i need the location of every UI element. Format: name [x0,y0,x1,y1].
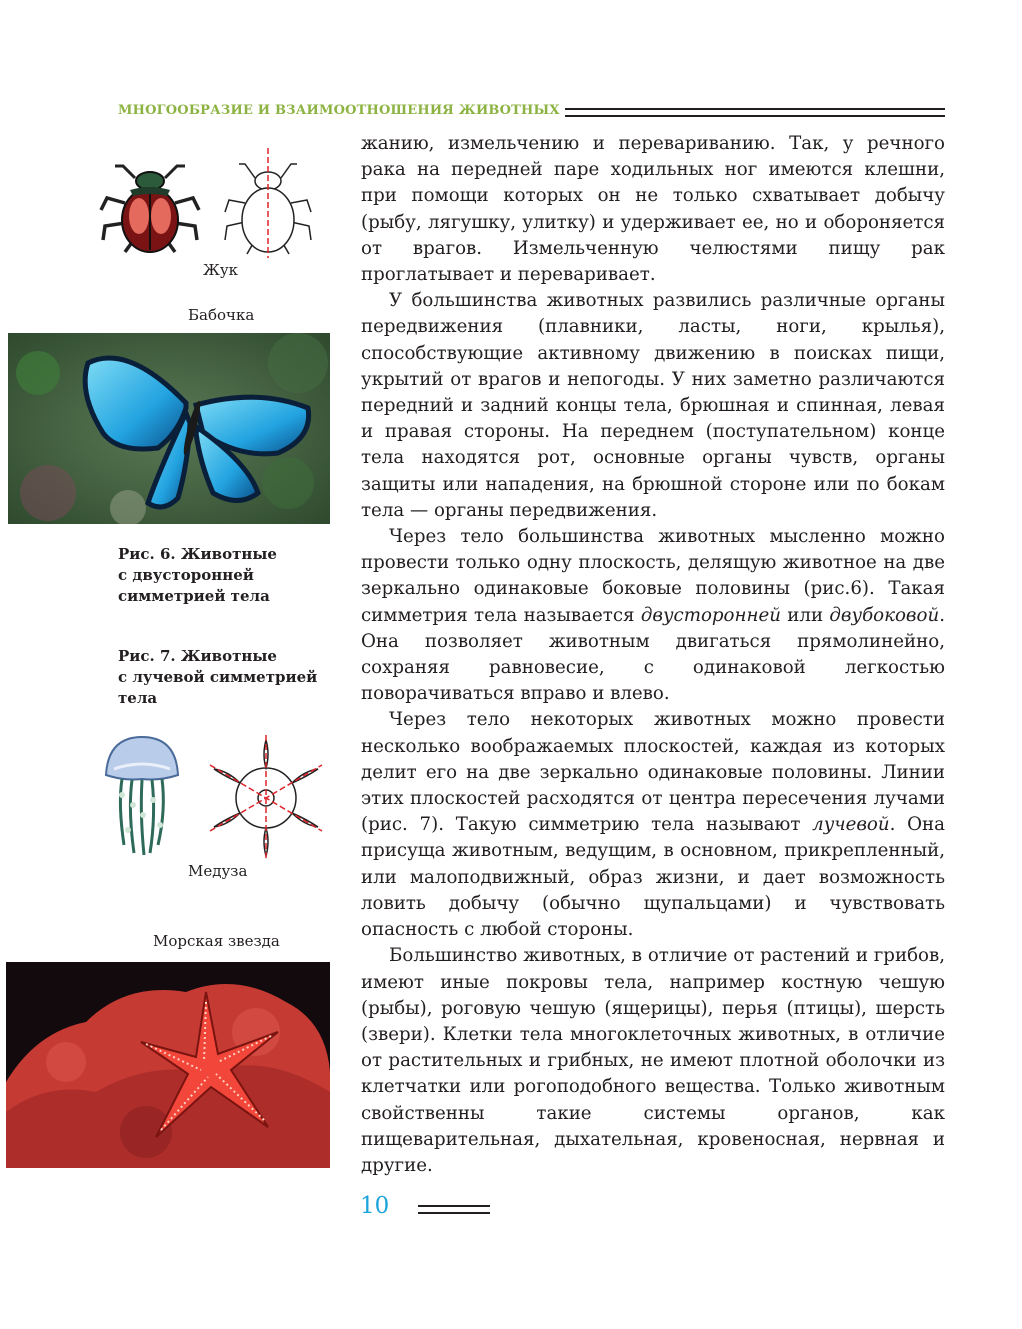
paragraph-3-part-a: Через тело большинства животных мысленно можно провести только одну плоскость, делящую животное на две зеркально одинаковые боковые половины (рис.6). Такая симметрия тела называется [361,526,945,626]
fig7-caption-line2: с лучевой симметрией [118,668,318,686]
paragraph-4-part-a: Через тело некоторых животных можно провести несколько воображаемых плоскостей, каждая из которых делит его на две зеркально одинаковые половины. Линии этих плоскостей расходятся от центра пересечения лучами (рис. 7). Такую симметрию тела называют [361,709,945,836]
starfish-label: Морская звезда [153,932,280,950]
fig7-caption-line3: тела [118,689,158,707]
fig7-caption [118,646,317,709]
radial-symmetry-diagram [210,735,322,860]
running-header: МНОГООБРАЗИЕ И ВЗАИМООТНОШЕНИЯ ЖИВОТНЫХ [118,103,560,118]
paragraph-4 [361,707,945,943]
paragraph-3-part-b: или [780,604,830,626]
page-number: 10 [360,1193,390,1219]
beetle-label: Жук [203,261,239,279]
jellyfish-colored [106,737,178,855]
paragraph-3 [361,524,945,707]
fig6-caption [118,544,277,607]
fig6-caption-line3: симметрией тела [118,587,270,605]
main-text [361,131,945,1179]
footer-rule-top [418,1205,490,1207]
fig6-caption-line1: Рис. 6. Животные [118,545,277,563]
jellyfish-label: Медуза [188,862,248,880]
paragraph-2: У большинства животных развились различные органы передвижения (плавники, ласты, ноги, крылья), способствующие активному движению в поисках пищи, укрытий от врагов и непогоды. У них заметно различаются передний и задний концы тела, брюшная и спинная, левая и правая стороны. На переднем (поступательном) конце тела находятся рот, основные органы чувств, органы защиты или нападения, на брюшной стороне или по бокам тела — органы передвижения. [361,290,945,521]
paragraph-5: Большинство животных, в отличие от растений и грибов, имеют иные покровы тела, например костную чешую (рыбы), роговую чешую (ящерицы), перья (птицы), шерсть (звери). Клетки тела многоклеточных животных, в отличие от растительных и грибных, не имеют плотной оболочки из клетчатки или рогоподобного вещества. Только животным свойственны такие системы органов, как пищеварительная, дыхательная, кровеносная, нервная и другие. [361,945,945,1176]
butterfly-label: Бабочка [188,306,255,324]
footer-rule-bottom [418,1212,490,1214]
term-bilateral-alt: двубоковой [829,604,940,626]
term-bilateral: двусторонней [640,604,781,626]
header-rule-top [565,108,945,110]
fig6-caption-line2: с двусторонней [118,566,254,584]
fig7-caption-line1: Рис. 7. Животные [118,647,277,665]
beetle-colored [101,166,199,252]
paragraph-3-part-c: . Она позволяет животным двигаться прямолинейно, сохраняя равновесие, с одинаковой легкостью поворачиваться вправо и влево. [361,604,945,705]
header-rule-bottom [565,115,945,117]
paragraph-4-part-b: . Она присуща животным, ведущим, в основном, прикрепленный, или малоподвижный, образ жизни, и дает возможность ловить добычу (обычно щупальцами) и чувствовать опасность с любой стороны. [361,814,945,941]
paragraph-1: жанию, измельчению и перевариванию. Так, у речного рака на передней паре ходильных ног имеются клешни, при помощи которых он не только схватывает добычу (рыбу, лягушку, улитку) и удерживает ее, но и обороняется от врагов. Измельченную челюстями пищу рак проглатывает и переваривает. [361,133,945,286]
beetle-illustration [95,148,330,258]
jellyfish-illustration [100,735,330,860]
term-radial: лучевой [812,814,890,836]
butterfly-photo [8,333,330,524]
beetle-outline [225,148,311,258]
starfish-photo [6,962,330,1168]
